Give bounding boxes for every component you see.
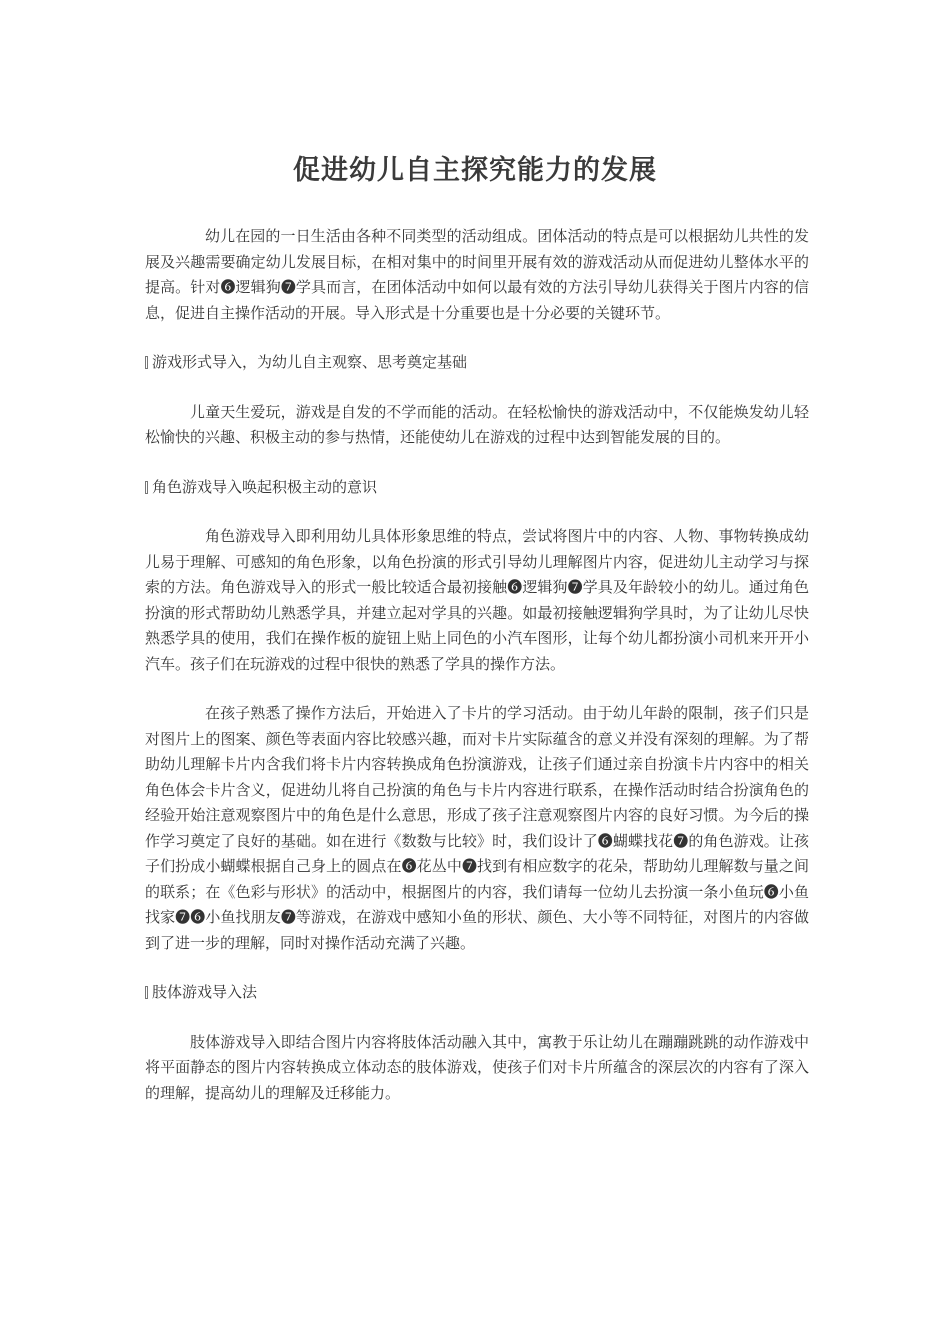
section-paragraph: 肢体游戏导入即结合图片内容将肢体活动融入其中，寓教于乐让幼儿在蹦蹦跳跳的动作游戏中将平面静态的图片内容转换成立体动态的肢体游戏，使孩子们对卡片所蕴含的深层次的内容有了深入的理解，提高幼儿的理解及迁移能力。 [145, 1032, 809, 1102]
section-paragraph: 在孩子熟悉了操作方法后，开始进入了卡片的学习活动。由于幼儿年龄的限制，孩子们只是对图片上的图案、颜色等表面内容比较感兴趣，而对卡片实际蕴含的意义并没有深刻的理解。为了帮助幼儿理解卡片内含我们将卡片内容转换成角色扮演游戏，让孩子们通过亲自扮演卡片内容中的相关角色体会卡片含义，促进幼儿将自己扮演的角色与卡片内容进行联系，在操作活动时结合扮演角色的经验开始注意观察图片中的角色是什么意思，形成了孩子注意观察图片内容的良好习惯。为今后的操作学习奠定了良好的基础。如在进行《数数与比较》时，我们设计了❻蝴蝶找花❼的角色游戏。让孩子们扮成小蝴蝶根据自己身上的圆点在❻花丛中❼找到有相应数字的花朵，帮助幼儿理解数与量之间的联系；在《色彩与形状》的活动中，根据图片的内容，我们请每一位幼儿去扮演一条小鱼玩❻小鱼找家❼❻小鱼找朋友❼等游戏，在游戏中感知小鱼的形状、颜色、大小等不同特征，对图片的内容做到了进一步的理解，同时对操作活动充满了兴趣。 [145, 704, 809, 952]
bullet-icon [145, 481, 148, 494]
section-paragraph: 儿童天生爱玩，游戏是自发的不学而能的活动。在轻松愉快的游戏活动中，不仅能焕发幼儿轻松愉快的兴趣、积极主动的参与热情，还能使幼儿在游戏的过程中达到智能发展的目的。 [145, 402, 809, 446]
section-heading-text: 游戏形式导入，为幼儿自主观察、思考奠定基础 [152, 353, 468, 371]
section-paragraph: 角色游戏导入即利用幼儿具体形象思维的特点，尝试将图片中的内容、人物、事物转换成幼儿易于理解、可感知的角色形象，以角色扮演的形式引导幼儿理解图片内容，促进幼儿主动学习与探索的方法。角色游戏导入的形式一般比较适合最初接触❻逻辑狗❼学具及年龄较小的幼儿。通过角色扮演的形式帮助幼儿熟悉学具，并建立起对学具的兴趣。如最初接触逻辑狗学具时，为了让幼儿尽快熟悉学具的使用，我们在操作板的旋钮上贴上同色的小汽车图形，让每个幼儿都扮演小司机来开开小汽车。孩子们在玩游戏的过程中很快的熟悉了学具的操作方法。 [145, 527, 809, 673]
section-heading-text: 肢体游戏导入法 [152, 983, 258, 1001]
document-body [145, 224, 809, 1106]
section-heading-body-game [145, 980, 809, 1006]
intro-paragraph: 幼儿在园的一日生活由各种不同类型的活动组成。团体活动的特点是可以根据幼儿共性的发展及兴趣需要确定幼儿发展目标，在相对集中的时间里开展有效的游戏活动从而促进幼儿整体水平的提高。针对❻逻辑狗❼学具而言，在团体活动中如何以最有效的方法引导幼儿获得关于图片内容的信息，促进自主操作活动的开展。导入形式是十分重要也是十分必要的关键环节。 [145, 227, 809, 322]
section-heading-text: 角色游戏导入唤起积极主动的意识 [152, 477, 378, 496]
bullet-icon [145, 356, 148, 369]
section-heading-game-intro [145, 350, 809, 376]
document-title: 促进幼儿自主探究能力的发展 [293, 155, 657, 187]
section-heading-role-play [145, 475, 809, 501]
bullet-icon [145, 986, 148, 999]
